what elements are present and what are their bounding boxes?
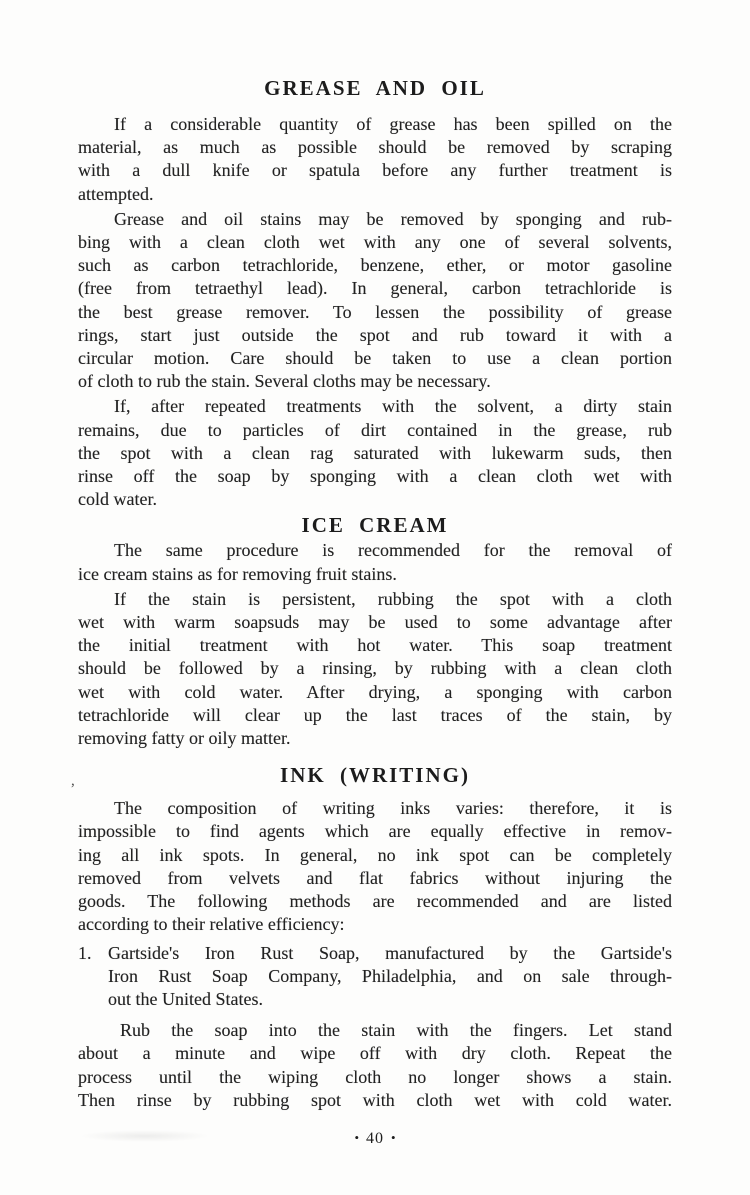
footer-bullet-icon: • bbox=[391, 1130, 396, 1145]
paragraph bbox=[78, 588, 672, 750]
paragraph bbox=[78, 539, 672, 585]
page-number-value: 40 bbox=[366, 1130, 384, 1147]
text-line: removed from velvets and flat fabrics without injuring the bbox=[78, 867, 672, 888]
text-line: Iron Rust Soap Company, Philadelphia, and on sale through- bbox=[108, 965, 672, 986]
text-line: ing all ink spots. In general, no ink spot can be completely bbox=[78, 844, 672, 865]
numbered-list-item-1 bbox=[78, 942, 672, 1012]
text-line: If the stain is persistent, rubbing the spot with a cloth bbox=[114, 588, 672, 609]
list-item-body-paragraph bbox=[78, 1019, 672, 1112]
text-line: The same procedure is recommended for the removal of bbox=[114, 540, 672, 561]
text-line: wet with cold water. After drying, a sponging with carbon bbox=[78, 681, 672, 702]
text-line: cold water. bbox=[78, 489, 157, 510]
list-item-number: 1. bbox=[78, 942, 92, 963]
text-line: with a dull knife or spatula before any further treatment is bbox=[78, 160, 672, 181]
text-line: The composition of writing inks varies: therefore, it is bbox=[114, 798, 672, 819]
text-line: should be followed by a rinsing, by rubbing with a clean cloth bbox=[78, 658, 672, 679]
text-line: rings, start just outside the spot and rub toward it with a bbox=[78, 324, 672, 345]
paragraph bbox=[78, 395, 672, 511]
paragraph bbox=[78, 113, 672, 206]
text-line: such as carbon tetrachloride, benzene, ether, or motor gasoline bbox=[78, 255, 672, 276]
text-line: of cloth to rub the stain. Several cloths may be necessary. bbox=[78, 371, 491, 392]
page-number bbox=[0, 1128, 750, 1149]
text-line: according to their relative efficiency: bbox=[78, 914, 345, 935]
text-line: the initial treatment with hot water. This soap treatment bbox=[78, 635, 672, 656]
text-line: out the United States. bbox=[108, 988, 263, 1009]
text-line: the spot with a clean rag saturated with lukewarm suds, then bbox=[78, 442, 672, 463]
text-line: tetrachloride will clear up the last traces of the stain, by bbox=[78, 704, 672, 725]
text-line: bing with a clean cloth wet with any one of several solvents, bbox=[78, 232, 672, 253]
text-line: Rub the soap into the stain with the fingers. Let stand bbox=[120, 1020, 672, 1041]
footer-bullet-icon: • bbox=[354, 1130, 359, 1145]
section-heading-ink-writing: INK (WRITING) bbox=[280, 763, 470, 788]
text-line: rinse off the soap by sponging with a clean cloth wet with bbox=[78, 466, 672, 487]
text-line: about a minute and wipe off with dry cloth. Repeat the bbox=[78, 1043, 672, 1064]
text-line: material, as much as possible should be removed by scraping bbox=[78, 137, 672, 158]
text-line: removing fatty or oily matter. bbox=[78, 728, 291, 749]
paragraph bbox=[78, 797, 672, 936]
text-line: Then rinse by rubbing spot with cloth wet with cold water. bbox=[78, 1089, 672, 1110]
text-line: Grease and oil stains may be removed by sponging and rub- bbox=[114, 208, 672, 229]
paragraph bbox=[78, 208, 672, 394]
text-line: remains, due to particles of dirt contained in the grease, rub bbox=[78, 419, 672, 440]
section-heading-grease-and-oil: GREASE AND OIL bbox=[264, 76, 486, 100]
text-line: attempted. bbox=[78, 183, 154, 204]
text-line: circular motion. Care should be taken to use a clean portion bbox=[78, 348, 672, 369]
text-line: If, after repeated treatments with the solvent, a dirty stain bbox=[114, 396, 672, 417]
text-line: the best grease remover. To lessen the possibility of grease bbox=[78, 301, 672, 322]
text-line: wet with warm soapsuds may be used to some advantage after bbox=[78, 612, 672, 633]
section-heading-ice-cream: ICE CREAM bbox=[301, 513, 449, 538]
text-line: goods. The following methods are recommended and are listed bbox=[78, 891, 672, 912]
stray-ink-mark: , bbox=[71, 773, 75, 789]
text-line: process until the wiping cloth no longer shows a stain. bbox=[78, 1066, 672, 1087]
text-line: Gartside's Iron Rust Soap, manufactured by the Gartside's bbox=[108, 942, 672, 963]
text-line: ice cream stains as for removing fruit stains. bbox=[78, 563, 397, 584]
text-line: (free from tetraethyl lead). In general, carbon tetrachloride is bbox=[78, 278, 672, 299]
text-line: impossible to find agents which are equally effective in remov- bbox=[78, 821, 672, 842]
text-line: If a considerable quantity of grease has been spilled on the bbox=[114, 114, 672, 134]
